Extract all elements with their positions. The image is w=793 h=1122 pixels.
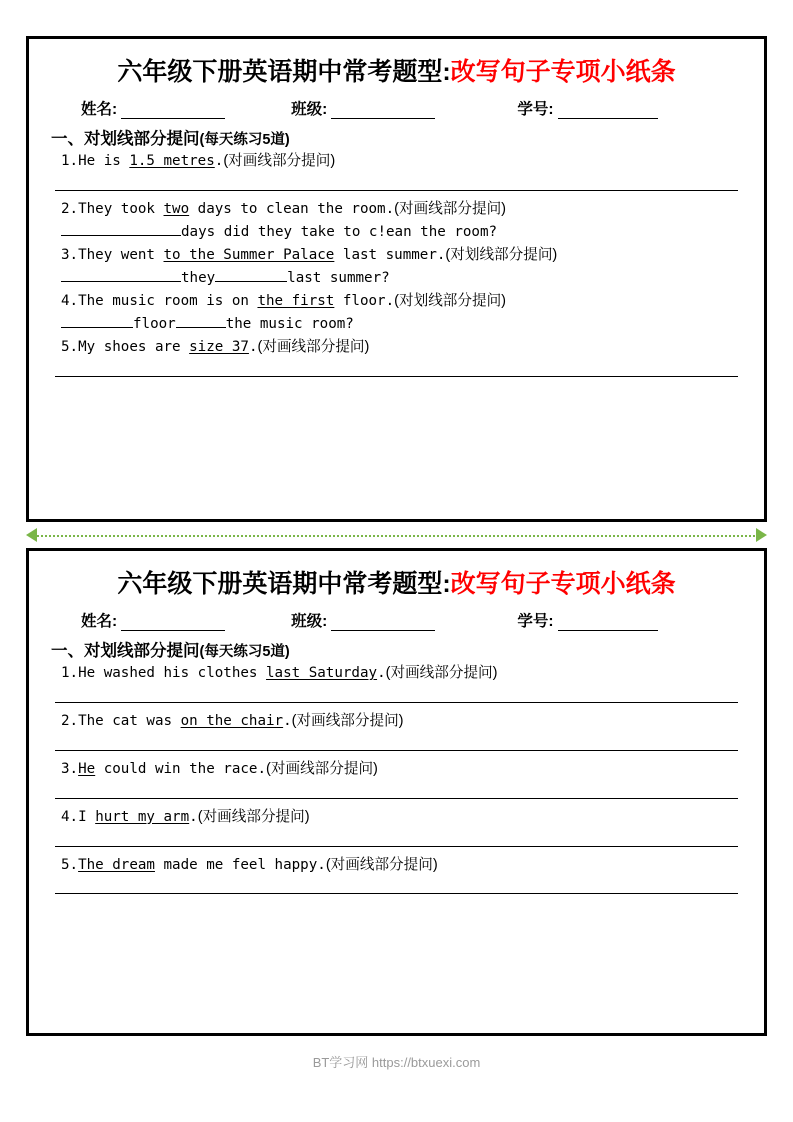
question-item	[47, 759, 746, 799]
question-item	[47, 711, 746, 751]
question-pre: He is	[78, 153, 130, 169]
title-black-part: 六年级下册英语期中常考题型:	[117, 570, 451, 598]
question-instruction: (对画线部分提问)	[394, 200, 507, 217]
number-label: 学号:	[517, 101, 554, 118]
class-field-group	[291, 97, 435, 119]
name-input[interactable]	[121, 615, 225, 631]
question-instruction: (对画线部分提问)	[266, 760, 378, 777]
question-item	[47, 855, 746, 895]
question-item	[47, 291, 746, 335]
question-number: 2.	[61, 712, 79, 729]
student-info-row-bottom	[47, 609, 746, 631]
question-pre: The music room is on	[78, 293, 258, 310]
section-heading-text: 一、对划线部分提问	[51, 642, 200, 660]
answer-line[interactable]	[55, 749, 738, 751]
number-input[interactable]	[558, 615, 658, 631]
class-input[interactable]	[331, 615, 435, 631]
answer-line[interactable]	[55, 892, 738, 894]
question-underlined: the first	[257, 293, 335, 310]
title-red-part: 改写句子专项小纸条	[450, 570, 676, 598]
question-number: 5.	[61, 856, 79, 873]
title-black-part: 六年级下册英语期中常考题型:	[117, 58, 451, 86]
question-underlined: The dream	[78, 856, 155, 873]
question-underlined: size 37	[189, 339, 249, 356]
worksheet-card-top	[26, 36, 767, 522]
number-field-group	[517, 609, 657, 631]
title-red-part: 改写句子专项小纸条	[450, 58, 676, 86]
section-heading-note: (每天练习5道)	[199, 132, 290, 148]
question-number: 4.	[61, 293, 79, 310]
question-underlined: two	[163, 200, 190, 217]
page-title	[47, 57, 746, 87]
number-input[interactable]	[558, 103, 658, 119]
question-instruction: (对画线部分提问)	[325, 856, 438, 873]
answer-text: they	[181, 269, 216, 286]
question-post: .	[214, 153, 224, 169]
answer-text: days did they take to c!ean the room?	[181, 223, 498, 240]
worksheet-card-bottom	[26, 548, 767, 1036]
question-post: .	[189, 808, 198, 825]
question-underlined: last Saturday	[266, 665, 378, 681]
question-post: days to clean the room.	[189, 200, 395, 217]
cut-line-divider	[26, 522, 767, 548]
answer-template	[47, 267, 746, 289]
answer-template	[47, 221, 746, 243]
section-heading-top	[47, 125, 746, 149]
question-pre: He washed his clothes	[78, 665, 267, 681]
question-text	[47, 807, 746, 829]
question-underlined: on the chair	[180, 712, 284, 729]
question-text	[47, 855, 746, 877]
question-instruction: (对画线部分提问)	[257, 339, 370, 356]
answer-blank[interactable]	[176, 313, 226, 328]
question-item	[47, 663, 746, 703]
question-number: 2.	[61, 200, 79, 217]
section-heading-text: 一、对划线部分提问	[51, 130, 200, 148]
question-item	[47, 151, 746, 191]
answer-text-end: last summer?	[287, 269, 390, 286]
question-instruction: (对画线部分提问)	[385, 665, 498, 681]
question-post: made me feel happy.	[154, 856, 326, 873]
question-number: 4.	[61, 808, 79, 825]
question-item	[47, 337, 746, 377]
arrow-right-icon	[756, 528, 767, 542]
question-underlined: He	[78, 760, 96, 777]
class-label: 班级:	[291, 101, 328, 118]
number-label: 学号:	[517, 613, 554, 630]
name-field-group	[81, 609, 225, 631]
question-post: could win the race.	[95, 760, 267, 777]
dotted-line	[34, 535, 759, 537]
section-heading-note: (每天练习5道)	[199, 644, 290, 660]
question-number: 1.	[61, 665, 79, 681]
answer-blank[interactable]	[215, 267, 287, 282]
question-number: 3.	[61, 760, 79, 777]
question-post: .	[283, 712, 292, 729]
question-post: .	[248, 339, 258, 356]
question-number: 1.	[61, 153, 79, 169]
question-pre: The cat was	[78, 712, 181, 729]
answer-line[interactable]	[55, 189, 738, 191]
name-label: 姓名:	[81, 613, 118, 630]
question-item	[47, 807, 746, 847]
question-instruction: (对画线部分提问)	[223, 153, 336, 169]
question-item	[47, 245, 746, 289]
question-underlined: to the Summer Palace	[163, 247, 335, 264]
question-text	[47, 711, 746, 733]
answer-line[interactable]	[55, 797, 738, 799]
question-text	[47, 199, 746, 221]
question-text	[47, 245, 746, 267]
answer-text: floor	[133, 316, 176, 333]
question-text	[47, 759, 746, 781]
answer-blank[interactable]	[61, 267, 181, 282]
question-post: .	[377, 665, 386, 681]
answer-text-end: the music room?	[225, 316, 354, 333]
name-input[interactable]	[121, 103, 225, 119]
name-field-group	[81, 97, 225, 119]
answer-template	[47, 313, 746, 335]
class-field-group	[291, 609, 435, 631]
number-field-group	[517, 97, 657, 119]
section-heading-bottom	[47, 637, 746, 661]
question-underlined: hurt my arm	[95, 808, 190, 825]
question-text	[47, 337, 746, 359]
question-number: 5.	[61, 339, 79, 356]
question-instruction: (对画线部分提问)	[291, 712, 404, 729]
question-post: last summer.	[334, 247, 446, 264]
answer-line[interactable]	[55, 375, 738, 377]
question-text	[47, 291, 746, 313]
question-item	[47, 199, 746, 243]
class-input[interactable]	[331, 103, 435, 119]
question-underlined: 1.5 metres	[129, 153, 215, 169]
class-label: 班级:	[291, 613, 328, 630]
question-pre: My shoes are	[78, 339, 190, 356]
name-label: 姓名:	[81, 101, 118, 118]
student-info-row-top	[47, 97, 746, 119]
question-number: 3.	[61, 247, 79, 264]
question-instruction: (对划线部分提问)	[394, 293, 507, 310]
site-watermark: BT学习网 https://btxuexi.com	[312, 1055, 481, 1070]
question-instruction: (对划线部分提问)	[445, 247, 558, 264]
answer-blank[interactable]	[61, 221, 181, 236]
answer-blank[interactable]	[61, 313, 133, 328]
page-title-2	[47, 569, 746, 599]
question-pre: I	[78, 808, 96, 825]
answer-line[interactable]	[55, 845, 738, 847]
question-instruction: (对画线部分提问)	[197, 808, 310, 825]
question-pre: They took	[78, 200, 164, 217]
answer-line[interactable]	[55, 701, 738, 703]
question-pre: They went	[78, 247, 164, 264]
question-post: floor.	[334, 293, 395, 310]
question-text	[47, 151, 746, 173]
question-text	[47, 663, 746, 685]
